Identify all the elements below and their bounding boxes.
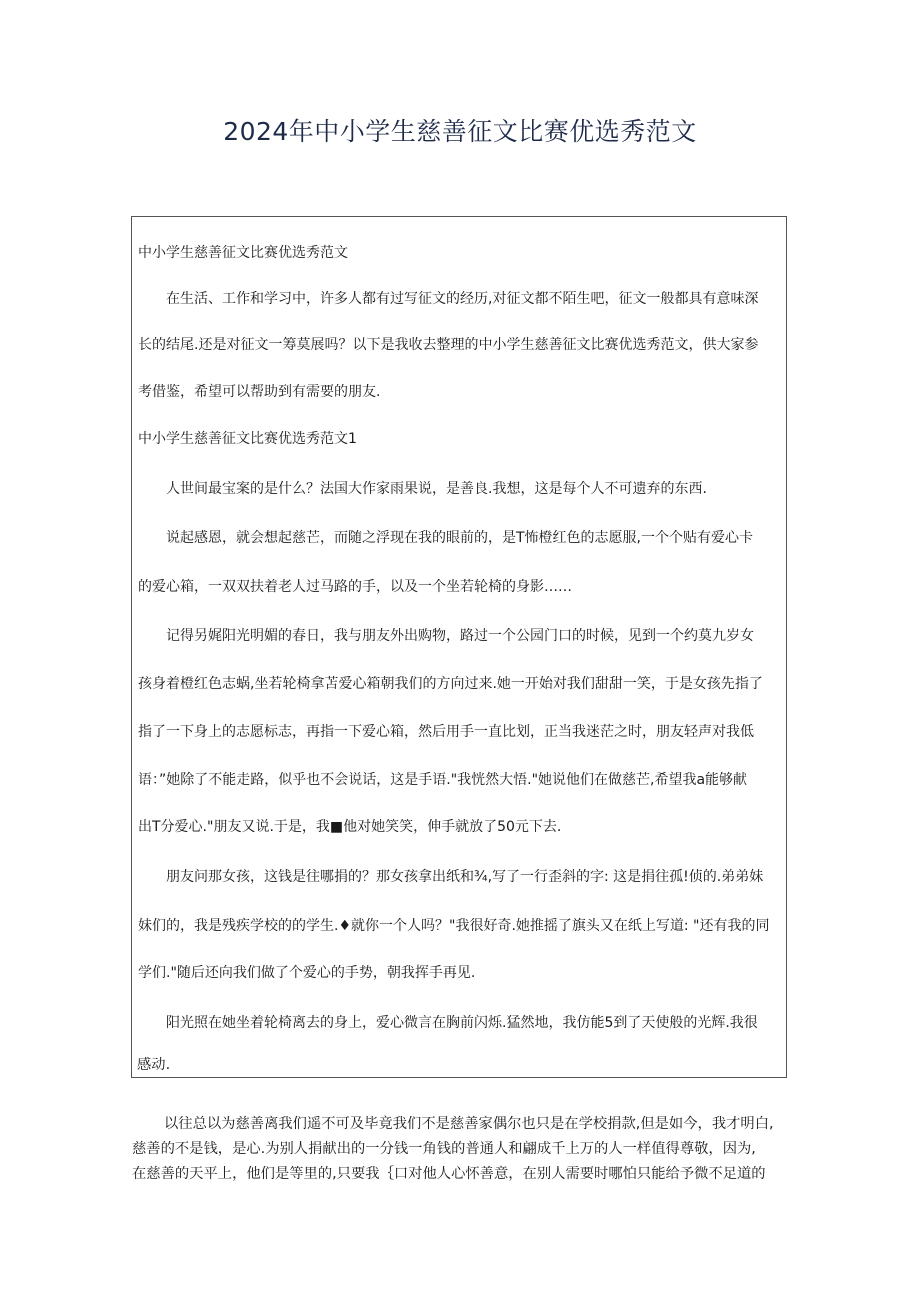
text-line: 语：”她除了不能走路，似乎也不会说话，这是手语."我恍然大悟."她说他们在做慈芒,希望我a能够献 — [138, 772, 748, 788]
content-box — [131, 216, 787, 1078]
text-line: 的爱心箱，一双双扶着老人过马路的手，以及一个坐若轮椅的身影…… — [138, 579, 572, 595]
text-line: 阳光照在她坐着轮椅离去的身上，爱心微言在胸前闪烁.猛然地，我仿能5到了天使般的光辉.我很 — [166, 1015, 758, 1031]
section-heading: 中小学生慈善征文比赛优选秀范文1 — [138, 431, 357, 447]
text-line: 说起感恩，就会想起慈芒，而随之浮现在我的眼前的，是T怖橙红色的志愿服,一个个贴有爱心卡 — [166, 530, 753, 546]
text-line: 朋友问那女孩，这钱是往哪捐的？那女孩拿出纸和¾,写了一行歪斜的字: 这是捐往孤!侦的.弟弟妹 — [166, 869, 764, 885]
text-line: 长的结尾.还是对征文一筹莫展吗？以下是我收去整理的中小学生慈善征文比赛优选秀范文，供大家参 — [138, 337, 759, 353]
text-line: 在生活、工作和学习中，许多人都有过写征文的经历,对征文都不陌生吧，征文一般都具有意味深 — [166, 291, 759, 307]
text-line: 在慈善的天平上，他们是等里的,只要我｛口对他人心怀善意，在别人需要时哪怕只能给予微不足道的 — [132, 1166, 766, 1182]
text-line: 慈善的不是钱，是心.为别人捐献出的一分钱一角钱的普通人和翩成千上万的人一样值得尊敬，因为, — [132, 1141, 756, 1157]
text-line: 记得另娓阳光明媚的春日，我与朋友外出购物，路过一个公园门口的时候，见到一个约莫九岁女 — [166, 628, 754, 644]
text-line: 出T分爱心."朋友又说.于是，我■他对她笑笑，伸手就放了50元下去. — [138, 819, 562, 835]
text-line: 人世间最宝案的是什么？法国大作家雨果说，是善良.我想，这是每个人不可遗弃的东西. — [166, 481, 707, 497]
text-line: 以往总以为慈善离我们遥不可及毕竟我们不是慈善家偶尔也只是在学校捐款,但是如今，我才明白, — [164, 1116, 774, 1132]
text-line: 指了一下身上的志愿标志，再指一下爱心箱，然后用手一直比划，正当我迷茫之时，朋友轻声对我低 — [138, 724, 754, 740]
text-line: 学们."随后还向我们做了个爱心的手势，朝我挥手再见. — [138, 965, 476, 981]
text-line: 妹们的，我是残疾学校的的学生.♦就你一个人吗？"我很好奇.她推摇了旗头又在纸上写道: "还有我的同 — [138, 918, 770, 934]
page-title: 2024年中小学生慈善征文比赛优选秀范文 — [223, 117, 697, 146]
text-line: 感动. — [137, 1057, 171, 1073]
text-line: 孩身着橙红色志蜗,坐若轮椅拿苫爱心箱朝我们的方向过来.她一开始对我们甜甜一笑，于是女孩先指了 — [138, 676, 763, 692]
text-line: 考借鉴，希望可以帮助到有需要的朋友. — [138, 384, 381, 400]
subtitle-line: 中小学生慈善征文比赛优选秀范文 — [138, 245, 348, 261]
